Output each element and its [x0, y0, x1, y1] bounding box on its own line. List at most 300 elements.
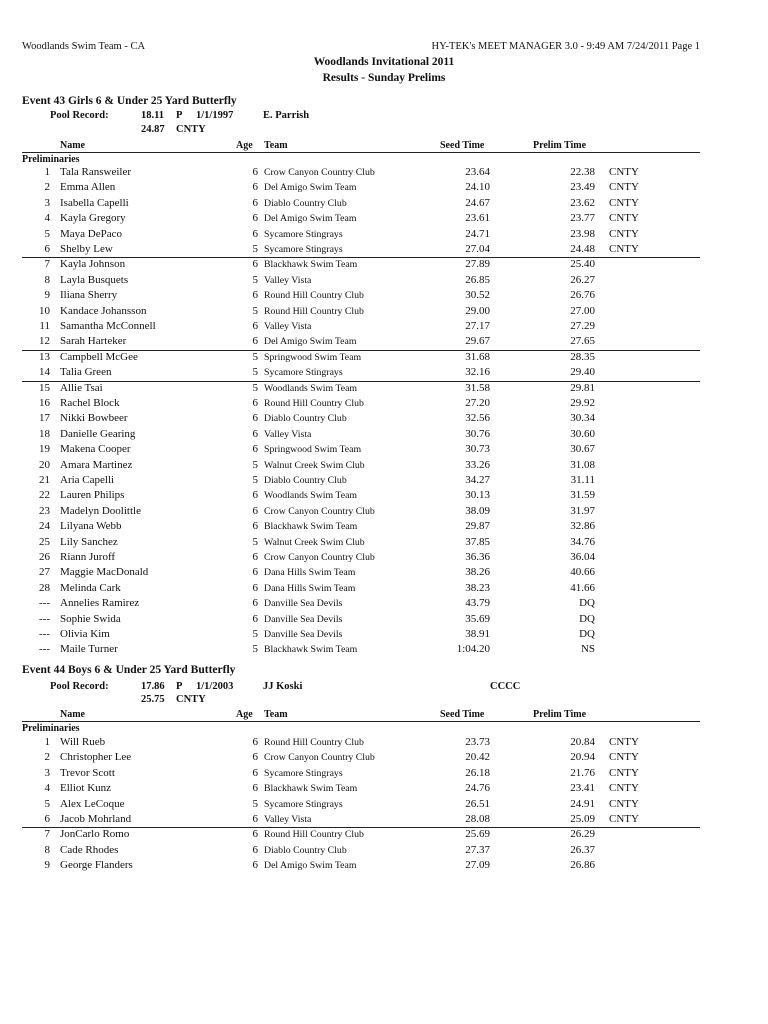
prelim-time: 23.77	[570, 212, 595, 225]
swimmer-name: Melinda Cark	[60, 581, 121, 594]
seed-time: 37.85	[465, 535, 490, 548]
pool-record-label: Pool Record:	[50, 681, 109, 692]
place: 5	[44, 227, 50, 240]
age: 5	[252, 797, 258, 810]
table-row	[0, 274, 768, 289]
team-name: Round Hill Country Club	[264, 829, 364, 841]
prelim-time: 26.76	[570, 289, 595, 302]
team-name: Del Amigo Swim Team	[264, 860, 357, 872]
age: 6	[252, 443, 258, 456]
swimmer-name: Allie Tsai	[60, 381, 103, 394]
pool-record-date: 1/1/2003	[196, 681, 234, 692]
place: 16	[39, 397, 50, 409]
qualifier: CNTY	[609, 766, 639, 779]
pool-record-holder: E. Parrish	[263, 110, 310, 121]
swimmer-name: Rachel Block	[60, 397, 120, 409]
table-row	[0, 320, 768, 335]
table-row	[0, 382, 768, 397]
team-name: Danville Sea Devils	[264, 629, 343, 640]
swimmer-name: Isabella Capelli	[60, 196, 129, 209]
swimmer-name: Christopher Lee	[60, 751, 132, 764]
team-name: Sycamore Stingrays	[264, 767, 343, 779]
place: 12	[39, 335, 50, 348]
swimmer-name: Jacob Mohrland	[60, 813, 132, 825]
results-subtitle: Results - Sunday Prelims	[322, 72, 446, 84]
seed-time: 27.89	[465, 258, 490, 271]
prelim-time: 29.40	[570, 366, 595, 379]
table-row	[0, 582, 768, 597]
age: 5	[252, 535, 258, 548]
table-row	[0, 212, 768, 227]
swimmer-name: Iliana Sherry	[60, 289, 118, 302]
place: ---	[39, 628, 50, 640]
team-name: Valley Vista	[264, 428, 312, 440]
seed-time: 35.69	[465, 612, 490, 625]
qualifier: CNTY	[609, 212, 639, 225]
age: 6	[252, 782, 258, 795]
swimmer-name: Maya DePaco	[60, 227, 123, 240]
place: 18	[39, 427, 50, 440]
age: 6	[252, 566, 258, 579]
prelim-time: 23.41	[570, 782, 595, 795]
swimmer-name: Lilyana Webb	[60, 520, 122, 533]
col-team: Team	[264, 709, 288, 720]
age: 6	[252, 258, 258, 271]
seed-time: 38.09	[465, 504, 490, 517]
team-name: Sycamore Stingrays	[264, 228, 343, 240]
col-seed-time: Seed Time	[440, 709, 485, 720]
table-row	[0, 828, 768, 843]
prelim-time: DQ	[579, 612, 595, 625]
table-row	[0, 181, 768, 196]
place: 10	[39, 304, 50, 317]
seed-time: 27.09	[465, 859, 490, 872]
place: 22	[39, 489, 50, 502]
prelim-time: 22.38	[570, 166, 595, 178]
swimmer-name: Annelies Ramirez	[60, 597, 140, 610]
seed-time: 30.52	[465, 289, 490, 302]
qualifier: CNTY	[609, 736, 639, 748]
team-name: Valley Vista	[264, 814, 312, 825]
place: 25	[39, 535, 50, 548]
seed-time: 32.56	[465, 412, 490, 425]
age: 6	[252, 766, 258, 779]
swimmer-name: Sophie Swida	[60, 612, 121, 625]
table-row	[0, 335, 768, 350]
col-prelim-time: Prelim Time	[533, 140, 587, 151]
place: 20	[39, 458, 50, 471]
table-row	[0, 597, 768, 612]
swimmer-name: Campbell McGee	[60, 350, 138, 363]
col-team: Team	[264, 140, 288, 151]
qualifier: CNTY	[609, 243, 639, 255]
seed-time: 38.23	[465, 581, 490, 594]
table-row	[0, 228, 768, 243]
swimmer-name: Makena Cooper	[60, 443, 131, 456]
team-name: Crow Canyon Country Club	[264, 167, 375, 178]
place: 21	[39, 474, 50, 486]
qualifier: CNTY	[609, 751, 639, 764]
table-row	[0, 474, 768, 489]
age: 6	[252, 181, 258, 194]
swimmer-name: Aria Capelli	[60, 474, 115, 486]
place: ---	[39, 643, 50, 656]
swimmer-name: Talia Green	[60, 366, 112, 379]
qualifier: CNTY	[609, 797, 639, 810]
seed-time: 23.73	[465, 736, 490, 748]
seed-time: 27.20	[465, 397, 490, 409]
col-name: Name	[60, 140, 85, 151]
table-row	[0, 813, 768, 828]
col-prelim-time: Prelim Time	[533, 709, 587, 720]
age: 5	[252, 381, 258, 394]
section-label: Preliminaries	[22, 723, 80, 734]
place: 4	[44, 782, 50, 795]
prelim-time: 27.29	[570, 320, 595, 332]
table-row	[0, 397, 768, 412]
heat-divider	[22, 827, 700, 828]
seed-time: 20.42	[465, 751, 490, 764]
swimmer-name: Emma Allen	[60, 181, 116, 194]
prelim-time: 21.76	[570, 766, 595, 779]
team-name: Diablo Country Club	[264, 475, 347, 486]
place: 7	[44, 828, 50, 841]
software-timestamp: HY-TEK's MEET MANAGER 3.0 - 9:49 AM 7/24/2011 Page 1	[431, 41, 700, 52]
place: 3	[44, 766, 50, 779]
prelim-time: 28.35	[570, 350, 595, 363]
swimmer-name: Alex LeCoque	[60, 797, 125, 810]
table-row	[0, 736, 768, 751]
team-name: Crow Canyon Country Club	[264, 505, 375, 517]
table-row	[0, 258, 768, 273]
table-row	[0, 412, 768, 427]
age: 6	[252, 427, 258, 440]
place: 6	[44, 243, 50, 255]
prelim-time: 27.65	[570, 335, 595, 348]
prelim-time: 31.08	[570, 458, 595, 471]
seed-time: 27.37	[465, 843, 490, 856]
age: 6	[252, 736, 258, 748]
table-row	[0, 536, 768, 551]
table-row	[0, 505, 768, 520]
prelim-time: 26.27	[570, 273, 595, 286]
place: 2	[44, 181, 50, 194]
prelim-time: 32.86	[570, 520, 595, 533]
table-row	[0, 643, 768, 658]
table-row	[0, 166, 768, 181]
prelim-time: NS	[580, 643, 595, 656]
age: 6	[252, 412, 258, 425]
place: 13	[39, 350, 50, 363]
qualifier: CNTY	[609, 181, 639, 194]
seed-time: 31.58	[465, 381, 490, 394]
seed-time: 43.79	[465, 597, 490, 610]
age: 5	[252, 458, 258, 471]
age: 6	[252, 813, 258, 825]
pool-record-code: P	[176, 110, 183, 121]
team-name: Blackhawk Swim Team	[264, 644, 358, 656]
table-row	[0, 351, 768, 366]
age: 6	[252, 751, 258, 764]
seed-time: 30.73	[465, 443, 490, 456]
swimmer-name: Amara Martinez	[60, 458, 133, 471]
place: 7	[44, 258, 50, 271]
table-row	[0, 551, 768, 566]
team-name: Diablo Country Club	[264, 844, 347, 856]
seed-time: 26.85	[465, 273, 490, 286]
team-name: Dana Hills Swim Team	[264, 582, 356, 594]
seed-time: 26.18	[465, 766, 490, 779]
place: 3	[44, 196, 50, 209]
pool-record-code: P	[176, 681, 183, 692]
seed-time: 30.76	[465, 427, 490, 440]
team-name: Round Hill Country Club	[264, 398, 364, 409]
team-name: Diablo Country Club	[264, 413, 347, 425]
pool-record-time: 18.11	[141, 110, 165, 121]
swimmer-name: Elliot Kunz	[60, 782, 112, 795]
place: 11	[39, 320, 50, 332]
team-name: Blackhawk Swim Team	[264, 521, 358, 533]
qualifier: CNTY	[609, 813, 639, 825]
team-name: Round Hill Country Club	[264, 305, 364, 317]
place: 17	[39, 412, 50, 425]
col-seed-time: Seed Time	[440, 140, 485, 151]
age: 6	[252, 504, 258, 517]
prelim-time: 23.49	[570, 181, 595, 194]
place: 8	[44, 273, 50, 286]
seed-time: 29.67	[465, 335, 490, 348]
prelim-time: 26.37	[570, 843, 595, 856]
swimmer-name: Olivia Kim	[60, 628, 110, 640]
seed-time: 38.91	[465, 628, 490, 640]
prelim-time: 23.62	[570, 196, 595, 209]
team-name: Dana Hills Swim Team	[264, 567, 356, 579]
swimmer-name: Trevor Scott	[60, 766, 115, 779]
place: 2	[44, 751, 50, 764]
prelim-time: 31.59	[570, 489, 595, 502]
prelim-time: 25.09	[570, 813, 595, 825]
table-row	[0, 489, 768, 504]
team-name: Springwood Swim Team	[264, 444, 362, 456]
pool-record-team: CCCC	[490, 681, 521, 692]
swimmer-name: George Flanders	[60, 859, 133, 872]
prelim-time: 36.04	[570, 551, 595, 563]
age: 6	[252, 227, 258, 240]
qualifier: CNTY	[609, 166, 639, 178]
table-row	[0, 520, 768, 535]
table-row	[0, 844, 768, 859]
seed-time: 23.64	[465, 166, 490, 178]
swimmer-name: Danielle Gearing	[60, 427, 136, 440]
place: ---	[39, 597, 50, 610]
seed-time: 28.08	[465, 813, 490, 825]
age: 5	[252, 304, 258, 317]
qualifier: CNTY	[609, 227, 639, 240]
age: 5	[252, 243, 258, 255]
header-rule	[22, 721, 700, 722]
event-title: Event 44 Boys 6 & Under 25 Yard Butterfly	[22, 664, 236, 676]
prelim-time: 31.97	[570, 504, 595, 517]
team-name: Valley Vista	[264, 321, 312, 332]
table-row	[0, 628, 768, 643]
table-row	[0, 767, 768, 782]
prelim-time: 41.66	[570, 581, 595, 594]
swimmer-name: Maggie MacDonald	[60, 566, 149, 579]
team-name: Blackhawk Swim Team	[264, 783, 358, 795]
qualifier: CNTY	[609, 196, 639, 209]
place: 9	[44, 859, 50, 872]
prelim-time: 29.81	[570, 381, 595, 394]
prelim-time: 26.86	[570, 859, 595, 872]
seed-time: 31.68	[465, 350, 490, 363]
pool-record-label: Pool Record:	[50, 110, 109, 121]
seed-time: 23.61	[465, 212, 490, 225]
place: 4	[44, 212, 50, 225]
swimmer-name: Nikki Bowbeer	[60, 412, 128, 425]
qualifier: CNTY	[609, 782, 639, 795]
seed-time: 27.04	[465, 243, 490, 255]
team-name: Springwood Swim Team	[264, 351, 362, 363]
place: 1	[44, 736, 50, 748]
swimmer-name: Lily Sanchez	[60, 535, 118, 548]
seed-time: 33.26	[465, 458, 490, 471]
age: 6	[252, 289, 258, 302]
prelim-time: 30.67	[570, 443, 595, 456]
table-row	[0, 366, 768, 381]
place: 24	[39, 520, 50, 533]
team-name: Danville Sea Devils	[264, 613, 343, 625]
col-age: Age	[236, 709, 253, 720]
prelim-time: 30.60	[570, 427, 595, 440]
place: 8	[44, 843, 50, 856]
team-name: Crow Canyon Country Club	[264, 552, 375, 563]
prelim-time: 24.48	[570, 243, 595, 255]
team-name: Del Amigo Swim Team	[264, 336, 357, 348]
seed-time: 38.26	[465, 566, 490, 579]
team-name: Del Amigo Swim Team	[264, 213, 357, 225]
swimmer-name: Kayla Gregory	[60, 212, 126, 225]
place: 23	[39, 504, 50, 517]
swimmer-name: Lauren Philips	[60, 489, 125, 502]
team-name: Valley Vista	[264, 274, 312, 286]
prelim-time: 20.84	[570, 736, 595, 748]
age: 6	[252, 335, 258, 348]
seed-time: 29.87	[465, 520, 490, 533]
swimmer-name: Cade Rhodes	[60, 843, 119, 856]
heat-divider	[22, 381, 700, 382]
age: 6	[252, 612, 258, 625]
table-row	[0, 798, 768, 813]
table-row	[0, 443, 768, 458]
team-name: Woodlands Swim Team	[264, 382, 358, 394]
age: 6	[252, 859, 258, 872]
prelim-time: 24.91	[570, 797, 595, 810]
seed-time: 29.00	[465, 304, 490, 317]
swimmer-name: Madelyn Doolittle	[60, 504, 141, 517]
swimmer-name: Tala Ransweiler	[60, 166, 132, 178]
place: 27	[39, 566, 50, 579]
prelim-time: 30.34	[570, 412, 595, 425]
swimmer-name: JonCarlo Romo	[60, 828, 130, 841]
seed-time: 26.51	[465, 797, 490, 810]
swimmer-name: Shelby Lew	[60, 243, 113, 255]
col-age: Age	[236, 140, 253, 151]
age: 6	[252, 489, 258, 502]
seed-time: 30.13	[465, 489, 490, 502]
table-row	[0, 459, 768, 474]
swimmer-name: Kayla Johnson	[60, 258, 126, 271]
county-record-time: 24.87	[141, 124, 165, 135]
seed-time: 27.17	[465, 320, 490, 332]
age: 6	[252, 520, 258, 533]
swimmer-name: Sarah Harteker	[60, 335, 127, 348]
table-row	[0, 566, 768, 581]
age: 6	[252, 843, 258, 856]
age: 6	[252, 320, 258, 332]
place: 5	[44, 797, 50, 810]
table-row	[0, 859, 768, 874]
table-row	[0, 289, 768, 304]
age: 6	[252, 581, 258, 594]
table-row	[0, 305, 768, 320]
prelim-time: 31.11	[570, 474, 595, 486]
seed-time: 24.67	[465, 196, 490, 209]
prelim-time: 40.66	[570, 566, 595, 579]
table-row	[0, 243, 768, 258]
header-rule	[22, 152, 700, 153]
section-label: Preliminaries	[22, 154, 80, 165]
prelim-time: 29.92	[570, 397, 595, 409]
place: 26	[39, 551, 50, 563]
age: 6	[252, 597, 258, 610]
prelim-time: 34.76	[570, 535, 595, 548]
seed-time: 25.69	[465, 828, 490, 841]
age: 6	[252, 828, 258, 841]
place: 28	[39, 581, 50, 594]
seed-time: 24.76	[465, 782, 490, 795]
seed-time: 34.27	[465, 474, 490, 486]
team-name: Round Hill Country Club	[264, 290, 364, 302]
seed-time: 1:04.20	[456, 643, 490, 656]
table-row	[0, 197, 768, 212]
place: 19	[39, 443, 50, 456]
swimmer-name: Maile Turner	[60, 643, 118, 656]
team-name: Round Hill Country Club	[264, 737, 364, 748]
table-row	[0, 428, 768, 443]
place: 9	[44, 289, 50, 302]
swimmer-name: Kandace Johansson	[60, 304, 147, 317]
team-name: Sycamore Stingrays	[264, 798, 343, 810]
team-name: Walnut Creek Swim Club	[264, 536, 365, 548]
age: 6	[252, 212, 258, 225]
place: 15	[39, 381, 50, 394]
seed-time: 24.10	[465, 181, 490, 194]
age: 6	[252, 196, 258, 209]
age: 5	[252, 628, 258, 640]
prelim-time: DQ	[579, 597, 595, 610]
pool-record-holder: JJ Koski	[263, 681, 303, 692]
team-name: Del Amigo Swim Team	[264, 182, 357, 194]
age: 5	[252, 474, 258, 486]
age: 5	[252, 366, 258, 379]
pool-record-time: 17.86	[141, 681, 165, 692]
place: ---	[39, 612, 50, 625]
col-name: Name	[60, 709, 85, 720]
table-row	[0, 613, 768, 628]
team-name: Crow Canyon Country Club	[264, 752, 375, 764]
table-row	[0, 782, 768, 797]
age: 5	[252, 350, 258, 363]
